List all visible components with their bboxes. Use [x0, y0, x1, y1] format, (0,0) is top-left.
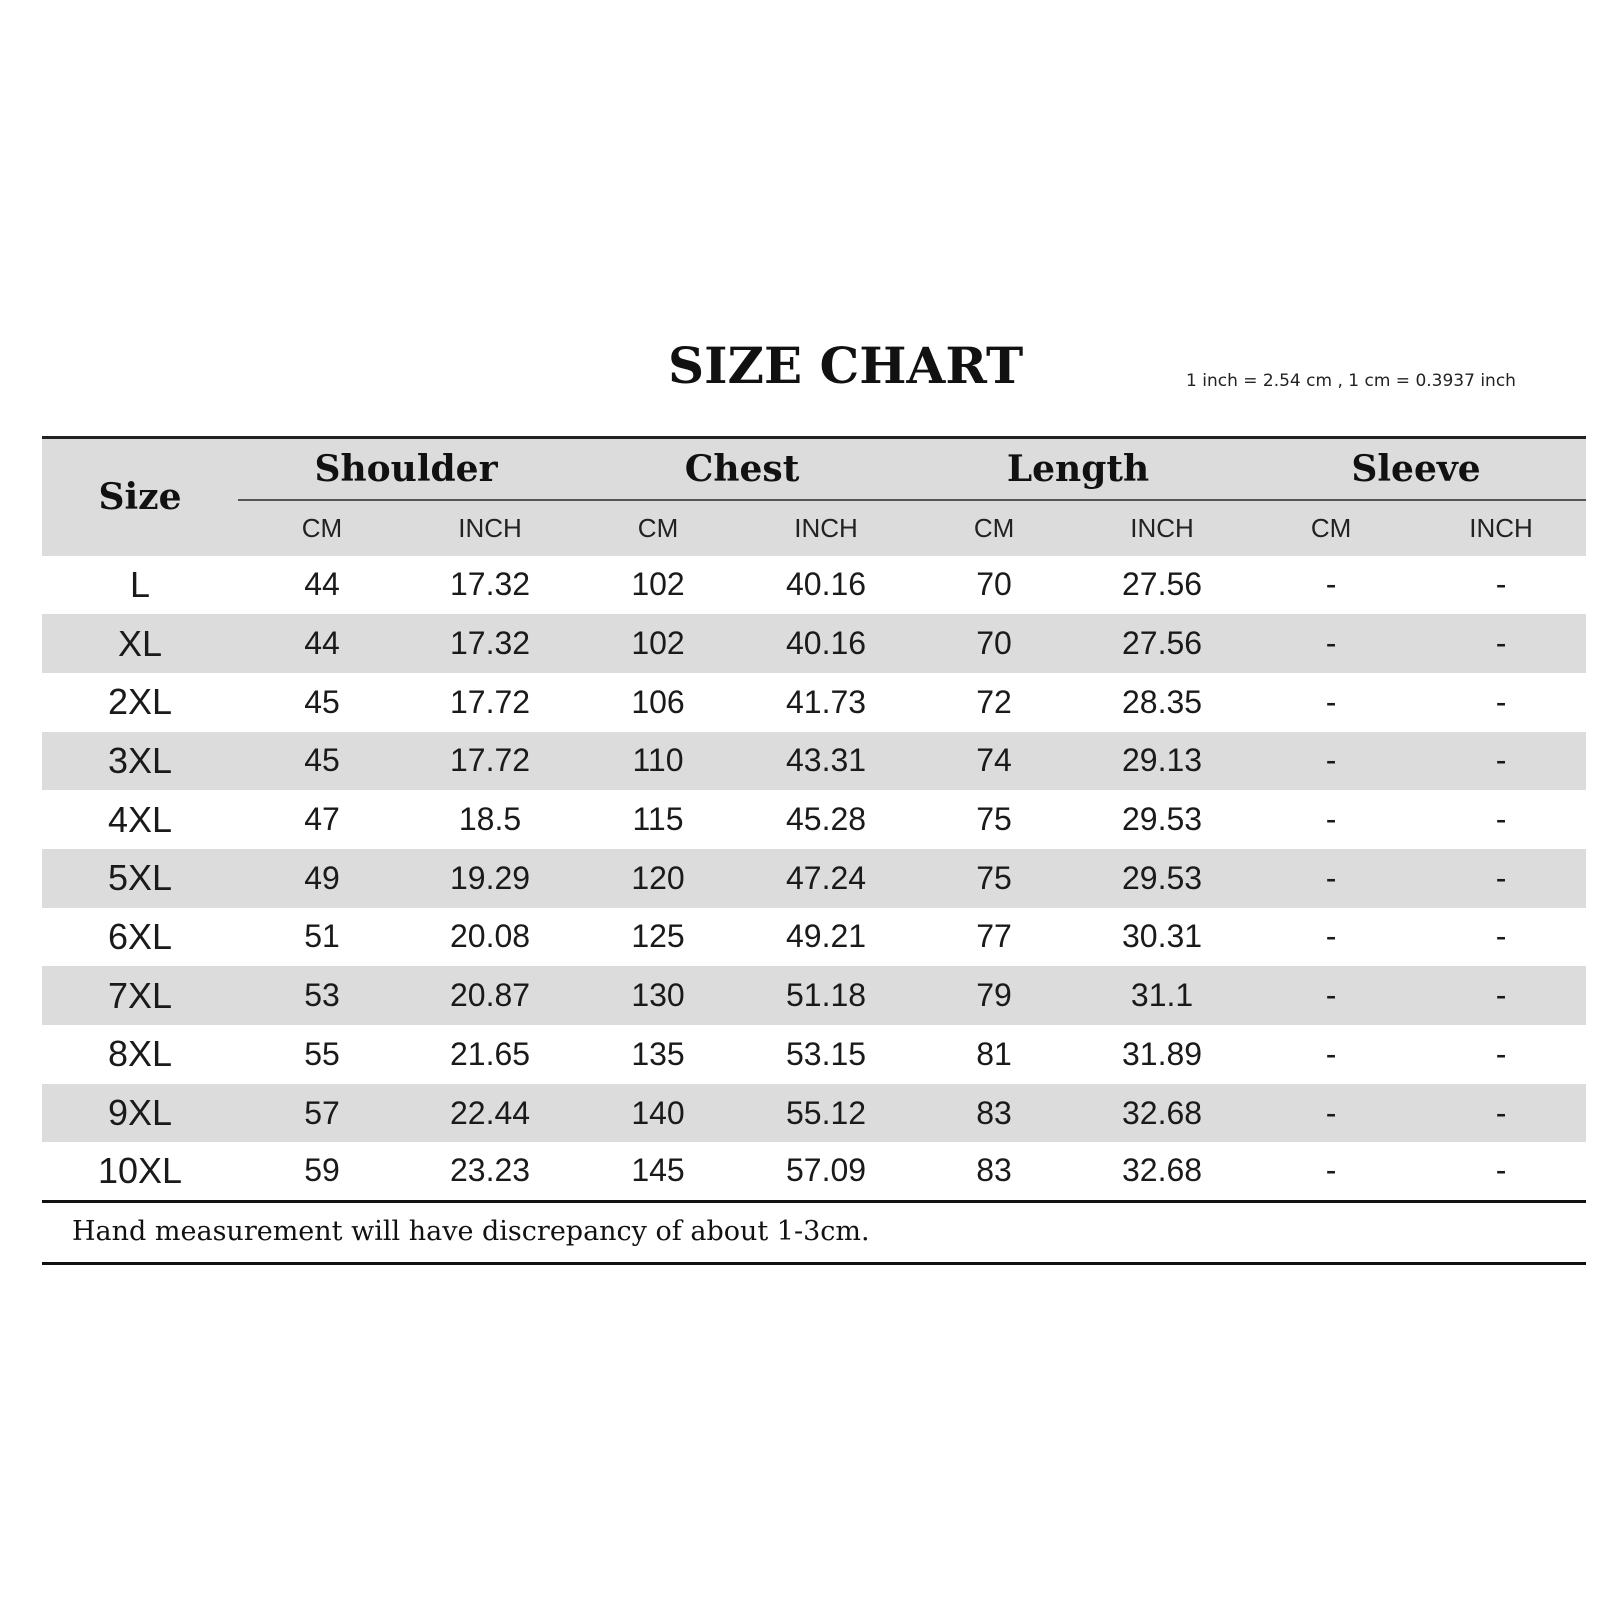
measurement-cell: 45.28	[785, 801, 867, 838]
chest-group-header: Chest	[574, 438, 910, 500]
measurement-cell: -	[1495, 977, 1507, 1014]
table-body	[42, 556, 1586, 1202]
measurement-cell: -	[1495, 918, 1507, 955]
measurement-cell: -	[1495, 742, 1507, 779]
measurement-cell: 59	[238, 1142, 406, 1201]
measurement-cell: -	[1325, 1035, 1337, 1072]
measurement-cell: 21.65	[449, 1035, 531, 1072]
shoulder-cm-header: CM	[301, 512, 343, 543]
table-row	[42, 614, 1586, 673]
measurement-cell: 22.44	[449, 1094, 531, 1131]
page-title: SIZE CHART	[668, 336, 1024, 395]
measurement-cell: 20.08	[449, 918, 531, 955]
measurement-cell: 17.72	[449, 742, 531, 779]
measurement-cell: -	[1325, 683, 1337, 720]
measurement-cell: 51	[304, 918, 340, 955]
measurement-cell: 29.13	[1121, 742, 1203, 779]
measurement-cell: 17.32	[449, 625, 531, 662]
size-column-header: Size	[42, 438, 238, 556]
size-table	[42, 436, 1586, 1203]
measurement-cell: 57	[304, 1094, 340, 1131]
table-row	[42, 556, 1586, 615]
table-row	[42, 1084, 1586, 1143]
shoulder-group-header: Shoulder	[238, 438, 574, 500]
measurement-cell: -	[1325, 859, 1337, 896]
measurement-cell: 125	[631, 918, 685, 955]
measurement-cell: 43.31	[785, 742, 867, 779]
measurement-cell: 17.72	[449, 683, 531, 720]
measurement-cell: 19.29	[449, 859, 531, 896]
measurement-cell: -	[1325, 918, 1337, 955]
measurement-cell: 23.23	[406, 1142, 574, 1201]
table-header	[42, 438, 1586, 556]
measurement-cell: 27.56	[1121, 625, 1203, 662]
table-row	[42, 1025, 1586, 1084]
measurement-cell: 70	[976, 625, 1012, 662]
measurement-cell: -	[1495, 1094, 1507, 1131]
measurement-cell: 27.56	[1121, 566, 1203, 603]
measurement-cell: 49	[304, 859, 340, 896]
measurement-cell: 29.53	[1121, 859, 1203, 896]
measurement-cell: -	[1246, 1142, 1416, 1201]
measurement-cell: 31.1	[1130, 977, 1194, 1014]
measurement-cell: -	[1495, 625, 1507, 662]
size-table-container	[42, 436, 1586, 1203]
measurement-cell: 45	[304, 683, 340, 720]
measurement-cell: 75	[976, 859, 1012, 896]
measurement-cell: 55	[304, 1035, 340, 1072]
measurement-cell: 53.15	[785, 1035, 867, 1072]
measurement-cell: 31.89	[1121, 1035, 1203, 1072]
table-row	[42, 673, 1586, 732]
measurement-cell: -	[1325, 801, 1337, 838]
measurement-cell: 75	[976, 801, 1012, 838]
measurement-cell: 120	[631, 859, 685, 896]
table-row	[42, 966, 1586, 1025]
measurement-cell: 45	[304, 742, 340, 779]
size-cell: 2XL	[107, 681, 173, 723]
measurement-cell: 83	[910, 1142, 1078, 1201]
chest-cm-header: CM	[637, 512, 679, 543]
measurement-cell: 102	[631, 625, 685, 662]
length-group-header: Length	[910, 438, 1246, 500]
table-row	[42, 908, 1586, 967]
length-cm-header: CM	[973, 512, 1015, 543]
measurement-cell: -	[1495, 859, 1507, 896]
measurement-cell: 130	[631, 977, 685, 1014]
sleeve-group-header: Sleeve	[1246, 438, 1586, 500]
measurement-cell: -	[1325, 977, 1337, 1014]
measurement-cell: 32.68	[1121, 1094, 1203, 1131]
measurement-cell: 102	[631, 566, 685, 603]
measurement-cell: 72	[976, 683, 1012, 720]
table-row	[42, 1142, 1586, 1201]
measurement-cell: 32.68	[1078, 1142, 1246, 1201]
measurement-cell: 49.21	[785, 918, 867, 955]
measurement-cell: 135	[631, 1035, 685, 1072]
measurement-cell: -	[1325, 742, 1337, 779]
size-cell: 3XL	[107, 739, 173, 781]
measurement-cell: -	[1495, 683, 1507, 720]
measurement-cell: 77	[976, 918, 1012, 955]
measurement-cell: 53	[304, 977, 340, 1014]
measurement-cell: 57.09	[742, 1142, 910, 1201]
measurement-cell: 106	[631, 683, 685, 720]
table-row	[42, 732, 1586, 791]
measurement-cell: 18.5	[458, 801, 522, 838]
size-cell: 5XL	[107, 857, 173, 899]
measurement-cell: 17.32	[449, 566, 531, 603]
measurement-cell: 115	[632, 801, 684, 838]
measurement-cell: 47	[304, 801, 340, 838]
measurement-cell: 145	[574, 1142, 742, 1201]
measurement-cell: -	[1325, 625, 1337, 662]
measurement-cell: 140	[631, 1094, 685, 1131]
header-group-row	[42, 438, 1586, 500]
shoulder-inch-header: INCH	[458, 512, 522, 543]
footnote	[42, 1206, 1586, 1265]
unit-conversion-note: 1 inch = 2.54 cm , 1 cm = 0.3937 inch	[1186, 371, 1516, 391]
measurement-cell: 29.53	[1121, 801, 1203, 838]
measurement-cell: 41.73	[785, 683, 867, 720]
measurement-cell: 55.12	[785, 1094, 867, 1131]
size-cell: 4XL	[107, 798, 173, 840]
size-cell: XL	[117, 622, 163, 664]
measurement-cell: -	[1495, 1035, 1507, 1072]
measurement-cell: 40.16	[785, 566, 867, 603]
measurement-cell: 110	[632, 742, 684, 779]
measurement-cell: 51.18	[785, 977, 867, 1014]
measurement-cell: 70	[976, 566, 1012, 603]
size-cell: 7XL	[107, 974, 173, 1016]
measurement-cell: 20.87	[449, 977, 531, 1014]
measurement-cell: -	[1325, 1094, 1337, 1131]
measurement-cell: 83	[976, 1094, 1012, 1131]
measurement-cell: -	[1495, 566, 1507, 603]
measurement-cell: -	[1325, 566, 1337, 603]
sleeve-inch-header: INCH	[1469, 512, 1533, 543]
sleeve-cm-header: CM	[1310, 512, 1352, 543]
measurement-cell: 28.35	[1121, 683, 1203, 720]
measurement-cell: -	[1416, 1142, 1586, 1201]
chest-inch-header: INCH	[794, 512, 858, 543]
measurement-cell: -	[1495, 801, 1507, 838]
header-unit-row	[42, 500, 1586, 556]
measurement-cell: 81	[976, 1035, 1012, 1072]
measurement-cell: 74	[976, 742, 1012, 779]
footnote-text: Hand measurement will have discrepancy of about 1-3cm.	[72, 1216, 870, 1247]
length-inch-header: INCH	[1130, 512, 1194, 543]
measurement-cell: 79	[976, 977, 1012, 1014]
size-cell: 6XL	[107, 915, 173, 957]
table-row	[42, 790, 1586, 849]
size-cell: 9XL	[107, 1092, 173, 1134]
measurement-cell: 30.31	[1121, 918, 1203, 955]
measurement-cell: 44	[304, 566, 340, 603]
measurement-cell: 40.16	[785, 625, 867, 662]
size-cell: L	[129, 563, 151, 605]
measurement-cell: 47.24	[785, 859, 867, 896]
measurement-cell: 44	[304, 625, 340, 662]
size-cell: 8XL	[107, 1033, 173, 1075]
size-cell: 10XL	[42, 1142, 238, 1201]
table-row	[42, 849, 1586, 908]
